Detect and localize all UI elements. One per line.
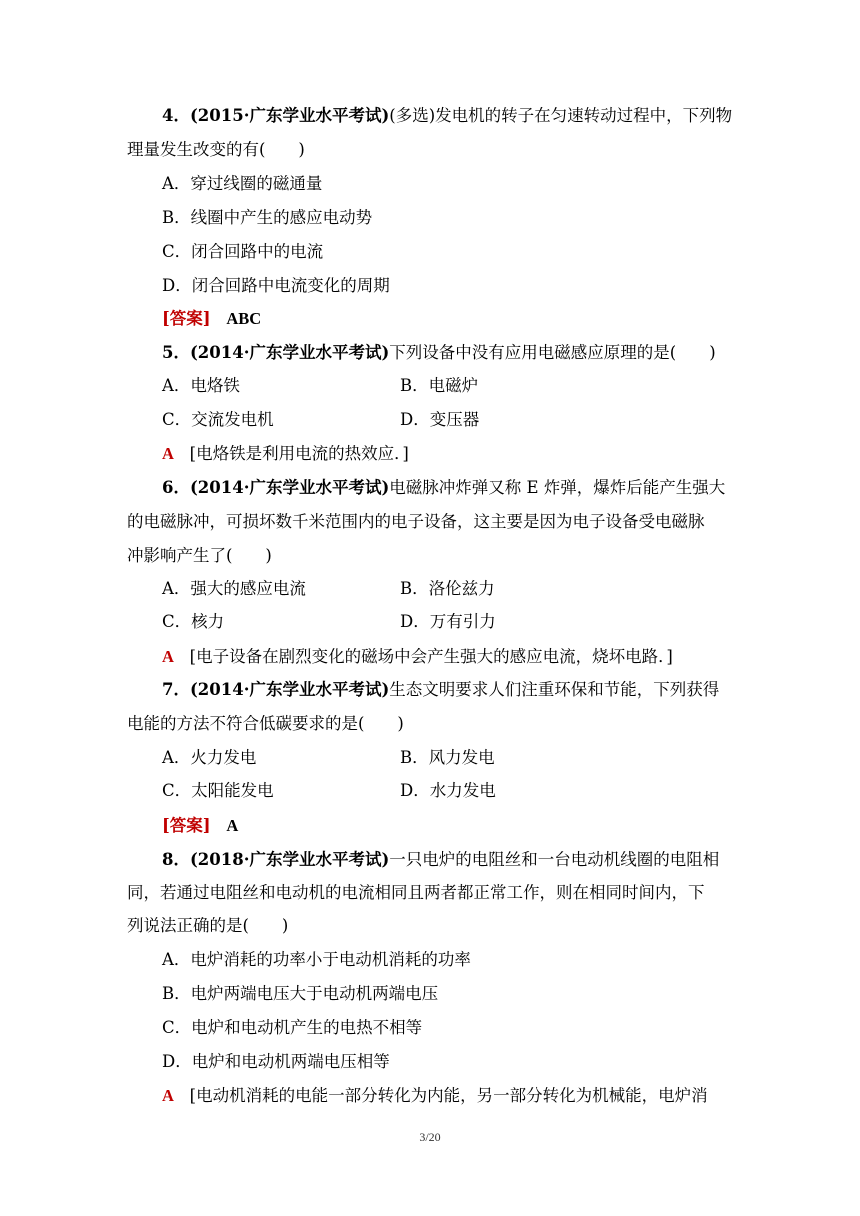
q7-stem-line2: 电能的方法不符合低碳要求的是( ) [127, 714, 404, 733]
q6-option-d: D．万有引力 [400, 612, 496, 631]
q7-option-d: D．水力发电 [400, 781, 496, 800]
q6-stem-line2: 的电磁脉冲，可损坏数千米范围内的电子设备，这主要是因为电子设备受电磁脉 [127, 512, 705, 531]
q6-option-c: C．核力 [162, 612, 225, 631]
q4-answer-label: [答案] [162, 309, 211, 328]
q4-option-a: A．穿过线圈的磁通量 [162, 174, 323, 193]
q8-text1: 一只电炉的电阻丝和一台电动机线圈的电阻相 [389, 850, 720, 869]
q7-option-b: B．风力发电 [400, 748, 495, 767]
q8-option-c: C．电炉和电动机产生的电热不相等 [162, 1018, 423, 1037]
q7-answer [162, 814, 238, 838]
q8-stem-line1 [162, 848, 719, 872]
q8-answer [162, 1084, 708, 1108]
q6-answer-value: A [162, 647, 174, 666]
q5-answer-value: A [162, 444, 174, 463]
q5-option-a: A．电烙铁 [162, 376, 240, 395]
q7-number: 7． [162, 680, 190, 699]
q6-option-a: A．强大的感应电流 [162, 579, 306, 598]
q5-text1: 下列设备中没有应用电磁感应原理的是( ) [389, 343, 716, 362]
q8-explanation: [电动机消耗的电能一部分转化为内能，另一部分转化为机械能，电炉消 [189, 1086, 708, 1105]
q6-number: 6． [162, 478, 190, 497]
q8-option-b: B．电炉两端电压大于电动机两端电压 [162, 984, 439, 1003]
q8-number: 8． [162, 850, 190, 869]
q6-stem-line1 [162, 476, 725, 500]
q7-option-a: A．火力发电 [162, 748, 257, 767]
q4-stem-line1 [162, 104, 732, 128]
page-number: 3/20 [419, 1130, 441, 1144]
q5-option-c: C．交流发电机 [162, 410, 274, 429]
q8-option-a: A．电炉消耗的功率小于电动机消耗的功率 [162, 950, 471, 969]
q5-option-d: D．变压器 [400, 410, 480, 429]
q6-stem-line3: 冲影响产生了( ) [127, 546, 272, 565]
q7-answer-value: A [226, 816, 239, 835]
q4-answer [162, 307, 261, 331]
q6-text1: 电磁脉冲炸弹又称 E 炸弹，爆炸后能产生强大 [389, 478, 726, 497]
q6-option-b: B．洛伦兹力 [400, 579, 495, 598]
q7-source: (2014·广东学业水平考试) [189, 680, 390, 699]
q8-stem-line3: 列说法正确的是( ) [127, 916, 289, 935]
q7-text1: 生态文明要求人们注重环保和节能，下列获得 [389, 680, 720, 699]
q5-number: 5． [162, 343, 190, 362]
q4-stem-line2: 理量发生改变的有( ) [127, 140, 305, 159]
q6-answer [162, 645, 673, 669]
q4-text1: (多选)发电机的转子在匀速转动过程中，下列物 [389, 106, 733, 125]
q4-answer-value: ABC [226, 309, 262, 328]
q5-explanation: [电烙铁是利用电流的热效应．] [189, 444, 409, 463]
q4-option-c: C．闭合回路中的电流 [162, 242, 324, 261]
q5-stem-line1 [162, 341, 716, 365]
q8-stem-line2: 同，若通过电阻丝和电动机的电流相同且两者都正常工作，则在相同时间内，下 [127, 883, 705, 902]
q5-answer [162, 442, 409, 466]
q6-explanation: [电子设备在剧烈变化的磁场中会产生强大的感应电流，烧坏电路．] [189, 647, 673, 666]
q8-source: (2018·广东学业水平考试) [189, 850, 390, 869]
q7-stem-line1 [162, 678, 719, 702]
q8-answer-value: A [162, 1086, 174, 1105]
q7-answer-label: [答案] [162, 816, 211, 835]
q4-option-d: D．闭合回路中电流变化的周期 [162, 276, 390, 295]
q7-option-c: C．太阳能发电 [162, 781, 274, 800]
q4-option-b: B．线圈中产生的感应电动势 [162, 208, 373, 227]
q4-number: 4． [162, 106, 190, 125]
q8-option-d: D．电炉和电动机两端电压相等 [162, 1052, 390, 1071]
q6-source: (2014·广东学业水平考试) [189, 478, 390, 497]
q5-source: (2014·广东学业水平考试) [189, 343, 390, 362]
q4-source: (2015·广东学业水平考试) [189, 106, 390, 125]
q5-option-b: B．电磁炉 [400, 376, 479, 395]
